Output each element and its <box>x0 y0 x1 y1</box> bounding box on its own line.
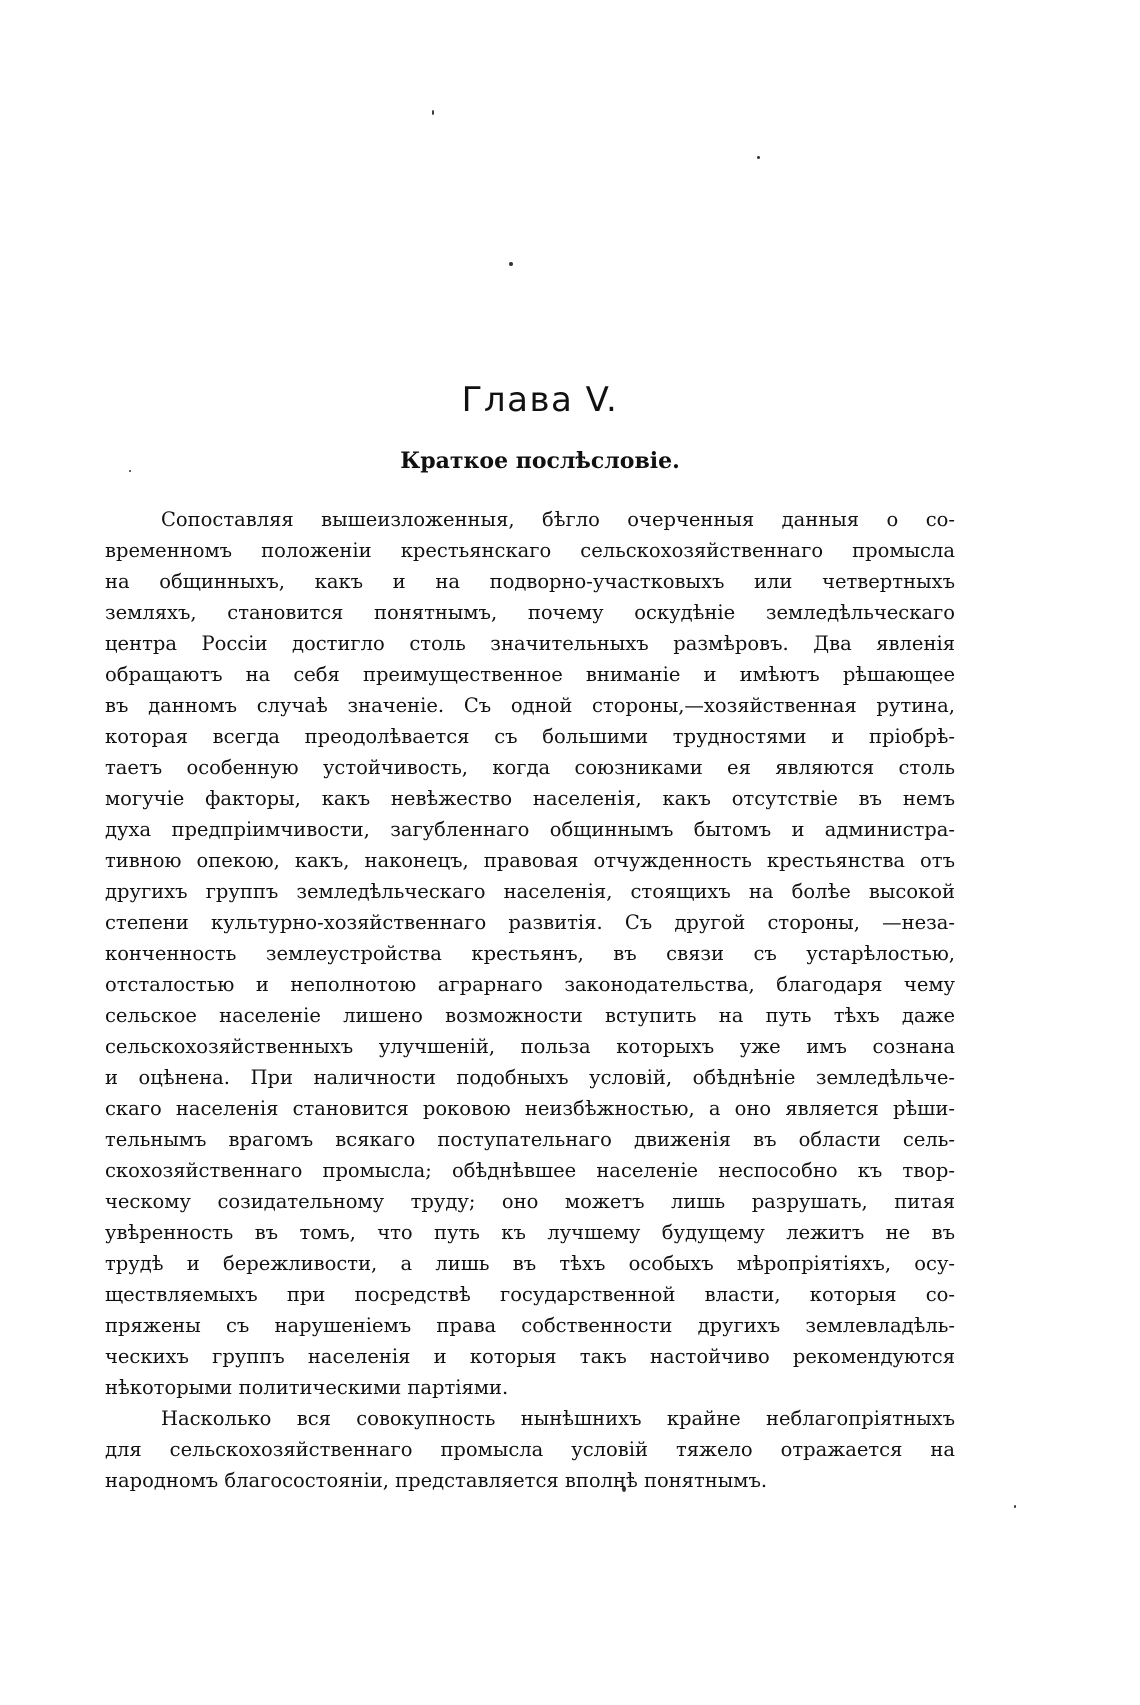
text-line: отсталостью и неполнотою аграрнаго законодательства, благодаря чему <box>105 973 955 996</box>
text-line: въ данномъ случаѣ значеніе. Съ одной стороны,—хозяйственная рутина, <box>105 694 955 717</box>
text-line: таетъ особенную устойчивость, когда союзниками ея являются столь <box>105 756 955 779</box>
paragraph-1 <box>105 504 955 1403</box>
text-line: временномъ положеніи крестьянскаго сельскохозяйственнаго промысла <box>105 539 955 562</box>
text-line: увѣренность въ томъ, что путь къ лучшему будущему лежитъ не въ <box>105 1221 955 1244</box>
text-line: могучіе факторы, какъ невѣжество населенія, какъ отсутствіе въ немъ <box>105 787 955 810</box>
chapter-subtitle: Краткое послѣсловіе. <box>400 448 680 474</box>
text-line: обращаютъ на себя преимущественное вниманіе и имѣютъ рѣшающее <box>105 663 955 686</box>
text-line: ческому созидательному труду; оно можетъ лишь разрушать, питая <box>105 1190 955 1213</box>
text-line: сельскохозяйственныхъ улучшеній, польза которыхъ уже имъ сознана <box>105 1035 955 1058</box>
text-line: сельское населеніе лишено возможности вступить на путь тѣхъ даже <box>105 1004 955 1027</box>
text-line: степени культурно-хозяйственнаго развитія. Съ другой стороны, —неза- <box>105 911 955 934</box>
paragraph-2 <box>105 1403 955 1496</box>
text-line: центра Россіи достигло столь значительныхъ размѣровъ. Два явленія <box>105 632 955 655</box>
text-line: нѣкоторыми политическими партіями. <box>105 1376 509 1399</box>
scan-speck <box>432 110 434 115</box>
text-line: и оцѣнена. При наличности подобныхъ условій, обѣднѣніе земледѣльче- <box>105 1066 955 1089</box>
text-line: Насколько вся совокупность нынѣшнихъ крайне неблагопріятныхъ <box>161 1407 955 1430</box>
text-line: другихъ группъ земледѣльческаго населенія, стоящихъ на болѣе высокой <box>105 880 955 903</box>
text-line: для сельскохозяйственнаго промысла условій тяжело отражается на <box>105 1438 955 1461</box>
scan-speck <box>757 156 760 159</box>
text-line: пряжены съ нарушеніемъ права собственности другихъ землевладѣль- <box>105 1314 955 1337</box>
text-line: которая всегда преодолѣвается съ большими трудностями и пріобрѣ- <box>105 725 955 748</box>
text-line: Сопоставляя вышеизложенныя, бѣгло очерченныя данныя о со- <box>161 508 955 531</box>
text-line: ществляемыхъ при посредствѣ государственной власти, которыя со- <box>105 1283 955 1306</box>
scan-speck <box>509 262 513 266</box>
text-line: конченность землеустройства крестьянъ, въ связи съ устарѣлостью, <box>105 942 955 965</box>
text-line: скохозяйственнаго промысла; обѣднѣвшее населеніе неспособно къ твор- <box>105 1159 955 1182</box>
text-line: тельнымъ врагомъ всякаго поступательнаго движенія въ области сель- <box>105 1128 955 1151</box>
text-line: скаго населенія становится роковою неизбѣжностью, а оно является рѣши- <box>105 1097 955 1120</box>
text-line: на общинныхъ, какъ и на подворно-участковыхъ или четвертныхъ <box>105 570 955 593</box>
text-line: земляхъ, становится понятнымъ, почему оскудѣніе земледѣльческаго <box>105 601 955 624</box>
text-line: ческихъ группъ населенія и которыя такъ настойчиво рекомендуются <box>105 1345 955 1368</box>
text-line: тивною опекою, какъ, наконецъ, правовая отчужденность крестьянства отъ <box>105 849 955 872</box>
body-text <box>105 504 955 1496</box>
chapter-title: Глава V. <box>461 380 619 420</box>
scan-speck <box>1014 1505 1016 1508</box>
text-line: народномъ благосостояніи, представляется вполнѣ понятнымъ. <box>105 1469 768 1492</box>
text-line: трудѣ и бережливости, а лишь въ тѣхъ особыхъ мѣропріятіяхъ, осу- <box>105 1252 955 1275</box>
text-line: духа предпріимчивости, загубленнаго общиннымъ бытомъ и администра- <box>105 818 955 841</box>
